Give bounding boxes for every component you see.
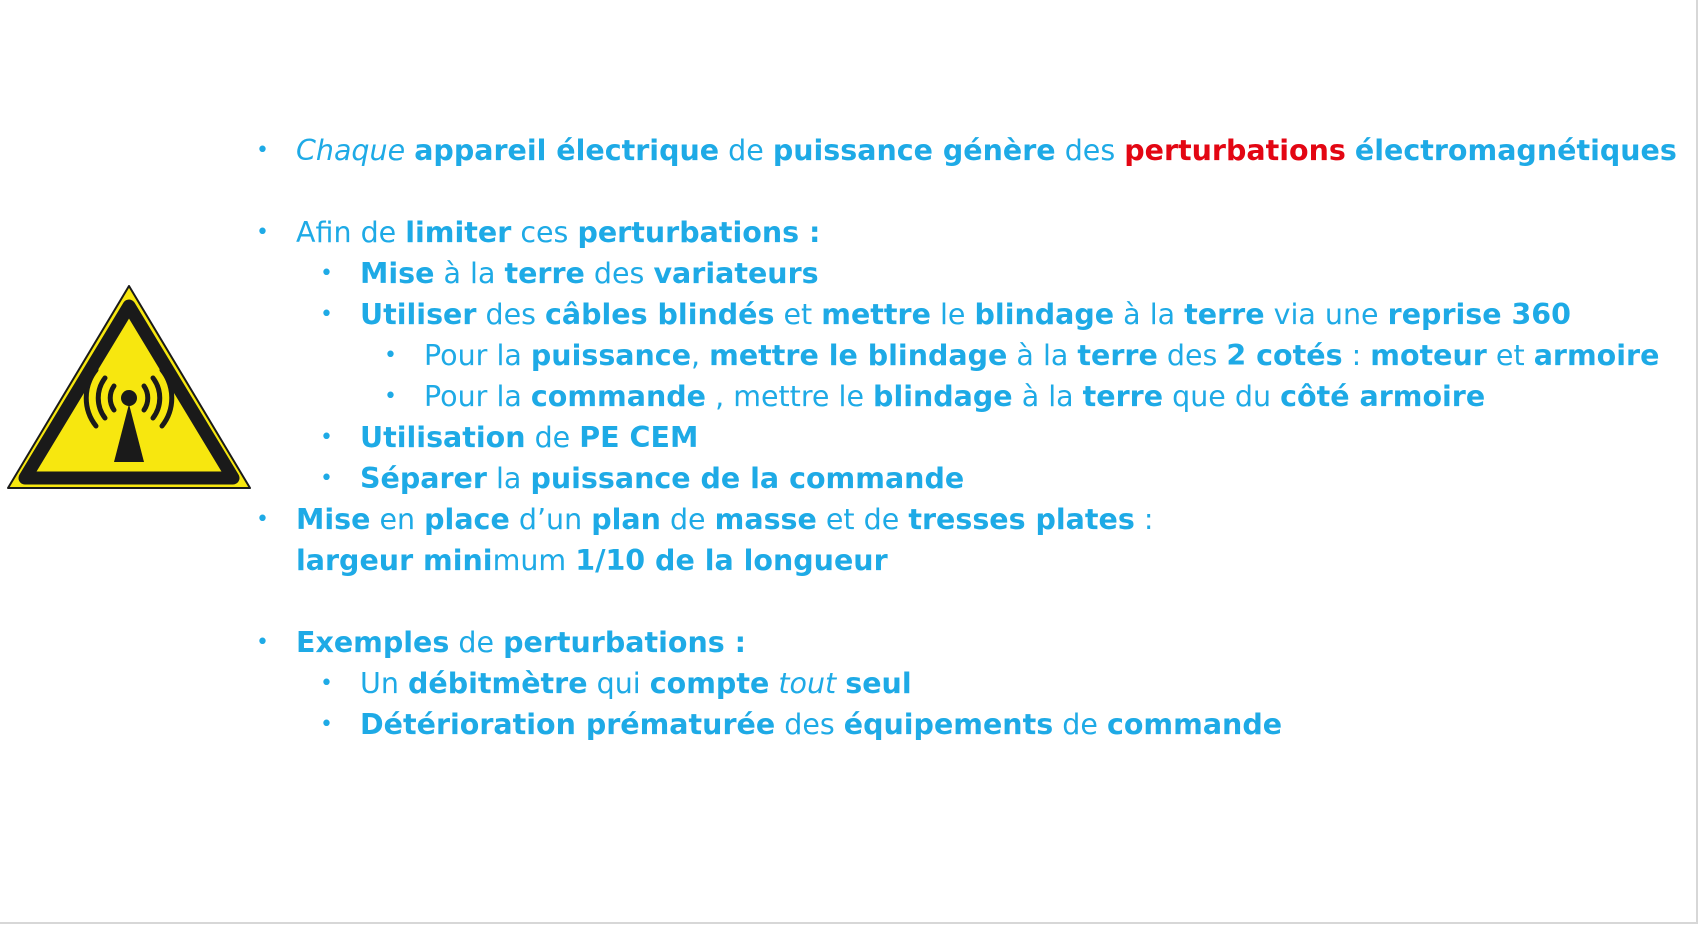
list-item-level-2 <box>256 417 1676 458</box>
text-run: de <box>1053 708 1107 741</box>
bullet-marker: • <box>384 384 397 409</box>
list-item-level-2 <box>256 253 1676 294</box>
non-ionizing-radiation-warning-icon <box>4 282 254 492</box>
text-run: et <box>1486 339 1534 372</box>
text-run: largeur mini <box>296 544 493 577</box>
text-run: seul <box>845 667 912 700</box>
list-item-level-2 <box>256 458 1676 499</box>
text-run: côté armoire <box>1280 380 1486 413</box>
text-run: Détérioration prématurée <box>360 708 776 741</box>
text-run: la <box>486 462 531 495</box>
text-run: terre <box>1082 380 1164 413</box>
text-run: le <box>930 298 975 331</box>
text-run: 1/10 de la longueur <box>575 544 888 577</box>
text-run: variateurs <box>653 257 819 290</box>
text-run: puissance <box>530 339 692 372</box>
text-run: masse <box>714 503 817 536</box>
text-run: Pour la <box>424 380 531 413</box>
text-run: terre <box>1184 298 1265 331</box>
bullet-marker: • <box>320 302 333 327</box>
list-item-level-2 <box>256 704 1676 745</box>
text-run: des <box>1157 339 1227 372</box>
text-run: compte <box>649 667 770 700</box>
highlight-text: perturbations <box>1124 134 1346 167</box>
list-item-level-2 <box>256 294 1676 335</box>
text-run: Mise <box>296 503 371 536</box>
text-run <box>769 667 778 700</box>
text-run: limiter <box>405 216 512 249</box>
text-run: Afin de <box>296 216 406 249</box>
text-run: Utiliser <box>360 298 477 331</box>
list-item-level-2 <box>256 663 1676 704</box>
text-run: moteur <box>1370 339 1487 372</box>
text-run: appareil électrique <box>414 134 720 167</box>
text-run: et <box>774 298 822 331</box>
list-item-level-3 <box>256 335 1676 376</box>
text-run: à la <box>434 257 505 290</box>
text-run: : <box>1134 503 1154 536</box>
bullet-marker: • <box>320 466 333 491</box>
list-item-level-3 <box>256 376 1676 417</box>
list-item-level-1 <box>256 212 1676 253</box>
bullet-marker: • <box>256 138 269 163</box>
text-run: blindage <box>873 380 1013 413</box>
list-item-level-1 <box>256 622 1676 663</box>
list-item-level-1 <box>256 540 1676 581</box>
text-run <box>1346 134 1355 167</box>
text-run: à la <box>1114 298 1185 331</box>
text-run: qui <box>587 667 650 700</box>
text-run: des <box>775 708 844 741</box>
text-run: d’un <box>509 503 592 536</box>
text-run: perturbations : <box>503 626 747 659</box>
text-run: en <box>370 503 425 536</box>
text-run: tresses plates <box>908 503 1135 536</box>
text-run: PE CEM <box>579 421 699 454</box>
text-run: que du <box>1163 380 1281 413</box>
text-run: commande <box>530 380 707 413</box>
text-run: Exemples <box>296 626 450 659</box>
text-run: via une <box>1264 298 1388 331</box>
text-run: débitmètre <box>407 667 588 700</box>
text-run: Pour la <box>424 339 531 372</box>
text-run: tout <box>778 667 837 700</box>
text-run: ces <box>511 216 578 249</box>
text-run: de <box>525 421 580 454</box>
text-run: mettre le blindage <box>709 339 1008 372</box>
text-run: puissance de la commande <box>530 462 965 495</box>
text-run: des <box>476 298 546 331</box>
text-run: Utilisation <box>360 421 526 454</box>
text-run: , <box>691 339 710 372</box>
text-run <box>836 667 845 700</box>
text-run: câbles blindés <box>545 298 775 331</box>
text-run: terre <box>1077 339 1158 372</box>
text-run: Un <box>360 667 408 700</box>
text-run: , mettre le <box>706 380 874 413</box>
text-run: à la <box>1007 339 1078 372</box>
text-run: des <box>1055 134 1125 167</box>
bullet-marker: • <box>320 712 333 737</box>
bullet-marker: • <box>256 220 269 245</box>
bullet-marker: • <box>384 343 397 368</box>
text-run: armoire <box>1533 339 1660 372</box>
text-run: terre <box>504 257 585 290</box>
text-run: Mise <box>360 257 435 290</box>
text-run: blindage <box>974 298 1115 331</box>
text-run: mum <box>492 544 576 577</box>
text-run: équipements <box>843 708 1054 741</box>
text-run: et de <box>816 503 909 536</box>
bullet-marker: • <box>320 261 333 286</box>
spacer <box>256 581 1676 622</box>
text-run: Séparer <box>360 462 487 495</box>
text-run: des <box>584 257 654 290</box>
text-run: place <box>424 503 510 536</box>
spacer <box>256 171 1676 212</box>
list-item-level-1 <box>256 499 1676 540</box>
text-run: de <box>660 503 715 536</box>
text-run: de <box>719 134 773 167</box>
text-run: de <box>449 626 504 659</box>
text-run: puissance génère <box>772 134 1056 167</box>
text-run: à la <box>1012 380 1083 413</box>
bullet-list <box>256 130 1676 745</box>
text-run: 2 cotés <box>1226 339 1343 372</box>
text-run: commande <box>1106 708 1283 741</box>
text-run: plan <box>591 503 661 536</box>
bullet-marker: • <box>320 671 333 696</box>
bullet-marker: • <box>256 630 269 655</box>
text-run: Chaque <box>296 134 406 167</box>
text-run: reprise 360 <box>1387 298 1571 331</box>
bullet-marker: • <box>256 507 269 532</box>
bullet-marker: • <box>320 425 333 450</box>
list-item-level-1 <box>256 130 1676 171</box>
text-run: mettre <box>821 298 931 331</box>
text-run: électromagnétiques <box>1354 134 1677 167</box>
text-run <box>405 134 414 167</box>
text-run: : <box>1342 339 1371 372</box>
text-run: perturbations : <box>577 216 821 249</box>
